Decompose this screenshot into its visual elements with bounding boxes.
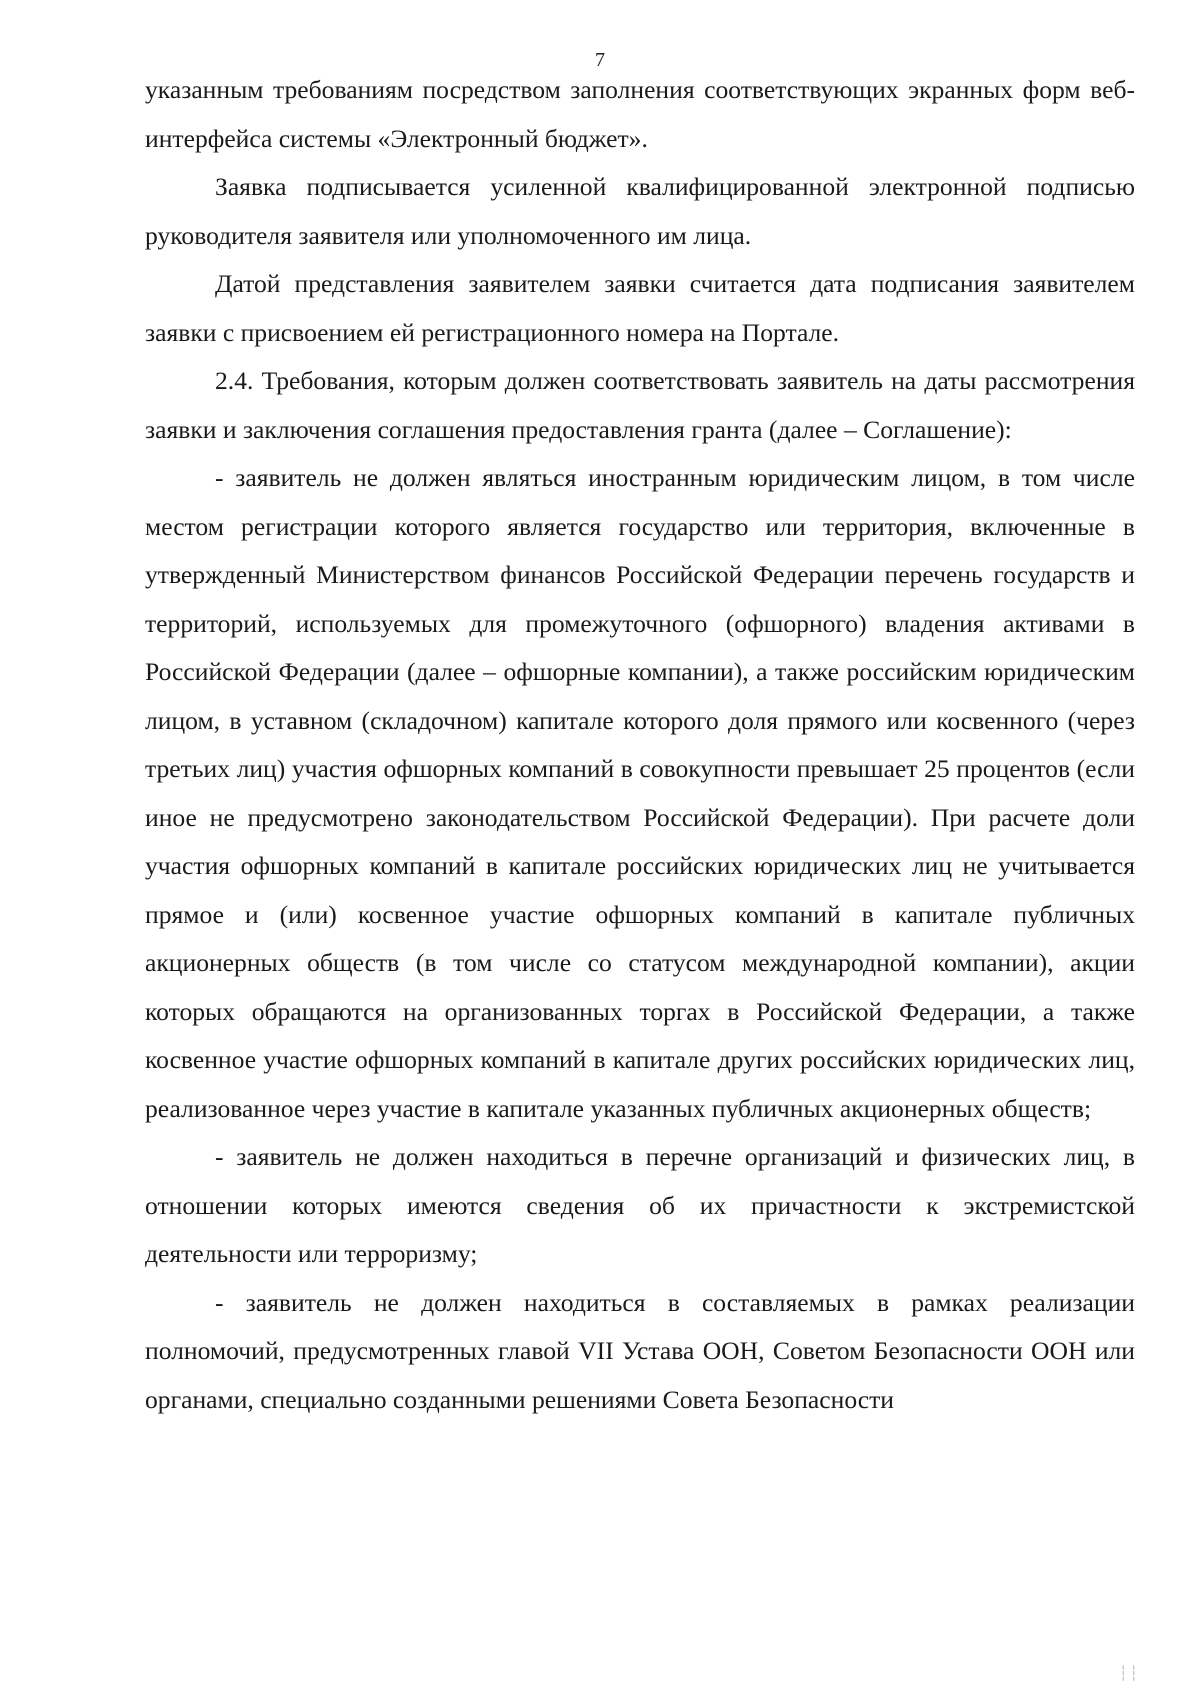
- page-number: 7: [595, 49, 605, 71]
- paragraph-section-2-4: 2.4. Требования, которым должен соответствовать заявитель на даты рассмотрения заявки и заключения соглашения предоставления гранта (далее – Соглашение):: [145, 366, 1135, 444]
- list-item-un-sanctions-requirement: - заявитель не должен находиться в составляемых в рамках реализации полномочий, предусмотренных главой VII Устава ООН, Советом Безопасности ООН или органами, специально созданными решениями Совета Безопасности: [145, 1287, 1135, 1414]
- paragraph-submission-date: Датой представления заявителем заявки считается дата подписания заявителем заявки с присвоением ей регистрационного номера на Портале.: [145, 269, 1135, 347]
- paragraph-signature-requirement: Заявка подписывается усиленной квалифицированной электронной подписью руководителя заявителя или уполномоченного им лица.: [145, 172, 1135, 250]
- list-item-offshore-requirement: - заявитель не должен являться иностранным юридическим лицом, в том числе местом регистрации которого является государство или территория, включенные в утвержденный Министерством финансов Российской Федерации перечень государств и территорий, используемых для промежуточного (офшорного) владения активами в Российской Федерации (далее – офшорные компании), а также российским юридическим лицом, в уставном (складочном) капитале которого доля прямого или косвенного (через третьих лиц) участия офшорных компаний в совокупности превышает 25 процентов (если иное не предусмотрено законодательством Российской Федерации). При расчете доли участия офшорных компаний в капитале российских юридических лиц не учитывается прямое и (или) косвенное участие офшорных компаний в капитале публичных акционерных обществ (в том числе со статусом международной компании), акции которых обращаются на организованных торгах в Российской Федерации, а также косвенное участие офшорных компаний в капитале других российских юридических лиц, реализованное через участие в капитале указанных публичных акционерных обществ;: [145, 463, 1135, 1123]
- paragraph-continuation: указанным требованиям посредством заполнения соответствующих экранных форм веб-интерфейса системы «Электронный бюджет».: [145, 75, 1135, 153]
- list-item-extremism-requirement: - заявитель не должен находиться в перечне организаций и физических лиц, в отношении которых имеются сведения об их причастности к экстремистской деятельности или терроризму;: [145, 1142, 1135, 1268]
- document-body: [145, 66, 1135, 1424]
- scan-artifact: ┆┆: [1119, 1667, 1140, 1682]
